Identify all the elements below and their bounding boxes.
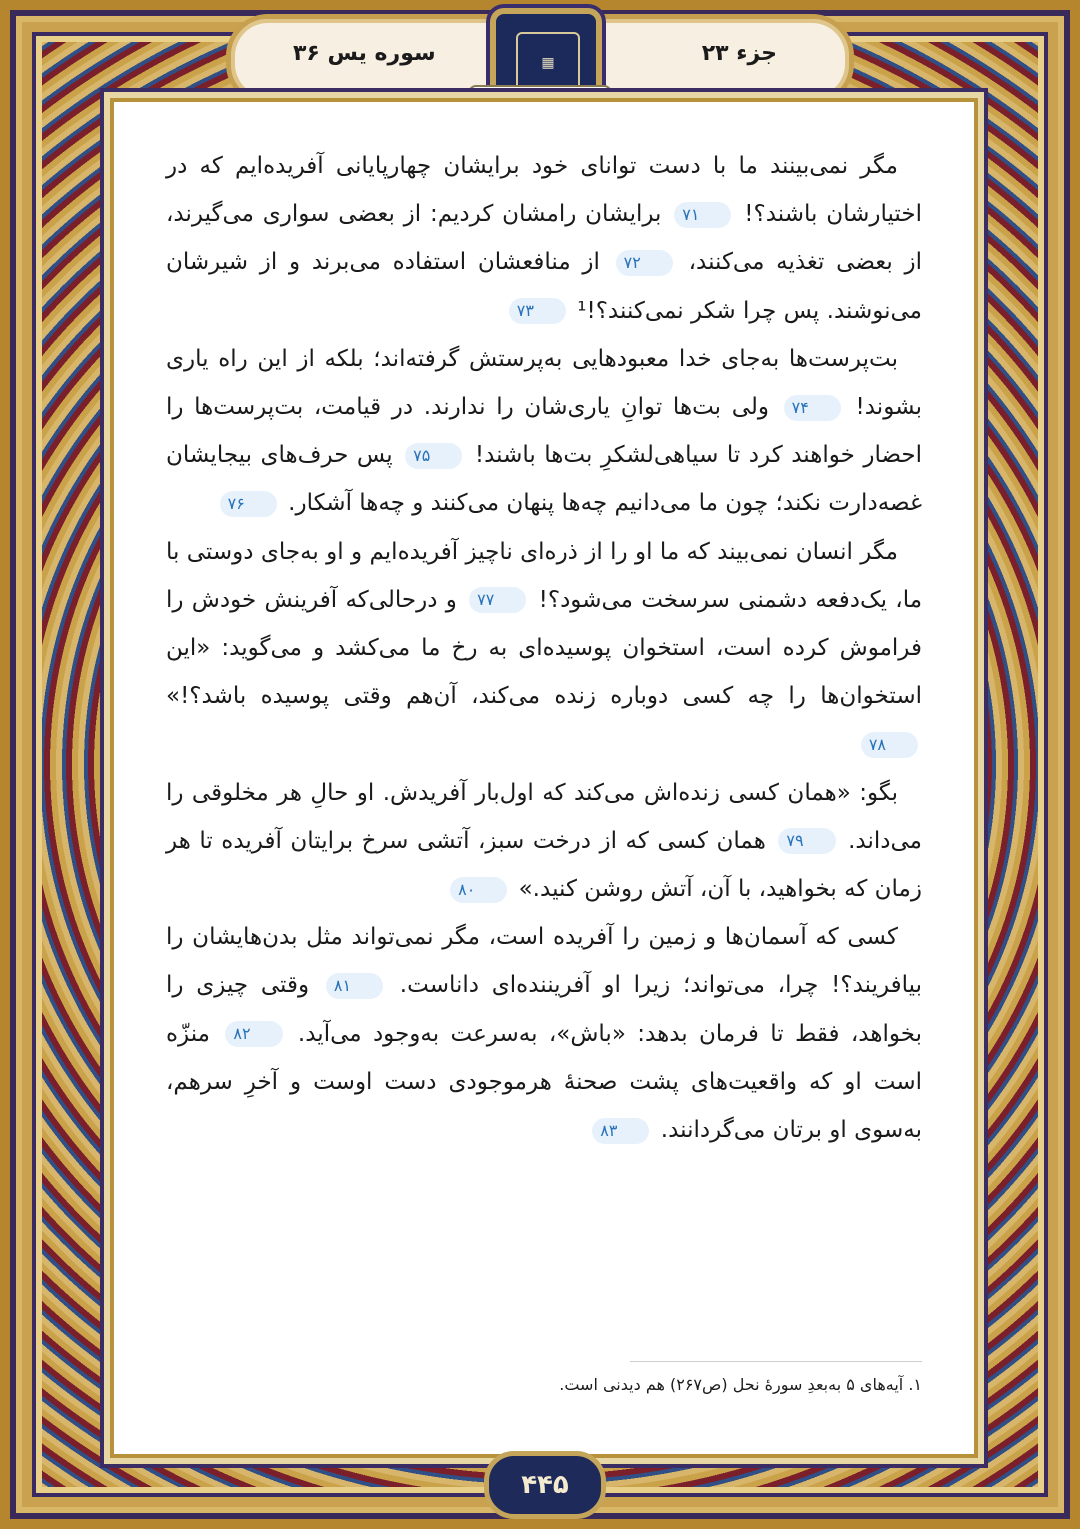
translation-paragraph <box>166 142 922 335</box>
verse-text: وقتی چیزی را بخواهد، فقط تا فرمان بدهد: «باش»، به‌سرعت به‌وجود می‌آید. <box>166 972 923 1047</box>
verse-text: ولی بت‌ها توانِ یاری‌شان را ندارند. در قیامت، بت‌پرست‌ها را احضار خواهند کرد تا سیاهی‌لشکرِ بت‌ها باشند! <box>166 394 923 469</box>
ayah-number-badge: ۷۹ <box>778 828 835 854</box>
verse-text: برایشان رامشان کردیم: از بعضی سواری می‌گیرند، از بعضی تغذیه می‌کنند، <box>166 201 922 276</box>
translation-paragraph <box>166 769 922 914</box>
ayah-number-badge: ۷۲ <box>616 250 673 276</box>
ayah-number-badge: ۷۳ <box>509 298 566 324</box>
verse-text: منزّه است او که واقعیت‌های پشت صحنهٔ هرموجودی دست اوست و آخرِ سرهم، به‌سوی او برتان می‌گردانند. <box>166 1020 922 1144</box>
ayah-number-badge: ۸۰ <box>450 877 507 903</box>
emblem-calligraphy: ▦ <box>516 32 580 94</box>
ayah-number-badge: ۷۸ <box>861 732 918 758</box>
translation-paragraph <box>166 528 922 769</box>
footnote: ۱. آیه‌های ۵ به‌بعدِ سورهٔ نحل (ص۲۶۷) هم دیدنی است. <box>559 1375 922 1394</box>
verse-text: از منافعشان استفاده می‌برند و از شیرشان می‌نوشند. پس چرا شکر نمی‌کنند؟!¹ <box>166 249 922 324</box>
footnote-divider <box>630 1361 922 1362</box>
ayah-number-badge: ۸۲ <box>225 1021 282 1047</box>
juz-title: جزء ۲۳ <box>701 41 777 66</box>
page-number-badge <box>484 1451 606 1519</box>
verse-text: مگر نمی‌بینند ما با دست توانای خود برایشان چهارپایانی آفریده‌ایم که در اختیارشان باشند؟! <box>166 153 922 228</box>
verse-text: بگو: «همان کسی زنده‌اش می‌کند که اول‌بار آفریدش. او حالِ هر مخلوقی را می‌داند. <box>166 779 923 854</box>
ayah-number-badge: ۷۶ <box>220 491 277 517</box>
ayah-number-badge: ۸۱ <box>326 973 383 999</box>
verse-text: و درحالی‌که آفرینش خودش را فراموش کرده است، استخوان پوسیده‌ای به رخ ما می‌کشد و می‌گوید: «این استخوان‌ها را چه کسی دوباره زنده می‌کند، آن‌هم وقتی پوسیده باشد؟!» <box>166 586 922 710</box>
surah-title: سوره یس ۳۶ <box>293 41 436 66</box>
verse-text: مگر انسان نمی‌بیند که ما او را از ذره‌ای ناچیز آفریده‌ایم و او به‌جای دوستی با ما، یک‌دفعه دشمنی سرسخت می‌شود؟! <box>166 538 923 613</box>
ayah-number-badge: ۷۱ <box>674 202 731 228</box>
ayah-number-badge: ۷۵ <box>405 443 462 469</box>
translation-content <box>166 142 922 1154</box>
ayah-number-badge: ۷۴ <box>784 395 841 421</box>
ayah-number-badge: ۸۳ <box>592 1118 649 1144</box>
page-number: ۴۴۵ <box>521 1470 569 1500</box>
verse-text: پس حرف‌های بیجایشان غصه‌دارت نکند؛ چون ما می‌دانیم چه‌ها پنهان می‌کنند و چه‌ها آشکار. <box>166 442 922 517</box>
verse-text: کسی که آسمان‌ها و زمین را آفریده است، مگر نمی‌تواند مثل بدن‌هایشان را بیافریند؟! چرا، می‌تواند؛ زیرا او آفریننده‌ای داناست. <box>166 924 923 999</box>
translation-paragraph <box>166 335 922 528</box>
ayah-number-badge: ۷۷ <box>469 587 526 613</box>
translation-paragraph <box>166 913 922 1154</box>
page-text-area <box>110 98 978 1458</box>
verse-text: همان کسی که از درخت سبز، آتشی سرخ برایتان آفریده تا هر زمان که بخواهید، با آن، آتش روشن کنید.» <box>166 827 922 903</box>
verse-text: بت‌پرست‌ها به‌جای خدا معبودهایی به‌پرستش گرفته‌اند؛ بلکه از این راه یاری بشوند! <box>166 345 922 421</box>
